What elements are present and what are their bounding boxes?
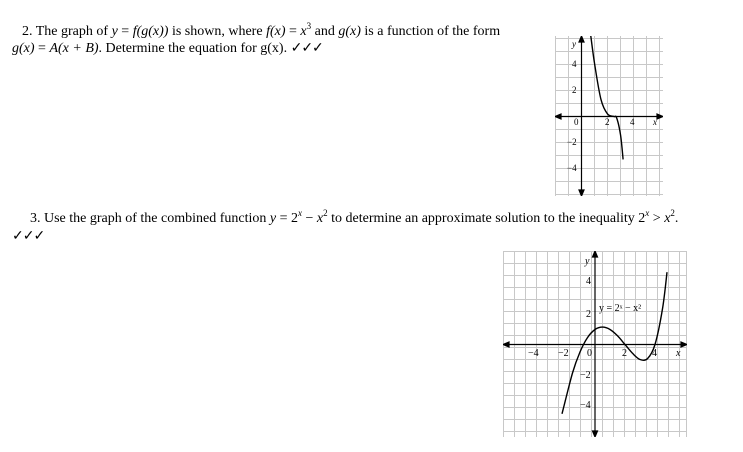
- q2-tick-label-0: 0: [574, 117, 579, 127]
- q3-number: 3.: [30, 211, 41, 226]
- q2-f-of-g: f(g(x)): [132, 24, 169, 39]
- q2-f-x: f(x): [266, 24, 286, 39]
- q3-exp-2: 2: [323, 208, 328, 218]
- q2-equals-3: =: [38, 41, 46, 56]
- q2-curve: [591, 36, 624, 159]
- q2-y-axis-label: y: [572, 39, 576, 49]
- q3-tick-label-ym2: −2: [580, 370, 591, 381]
- q2-tick-label-y2: 2: [572, 85, 577, 95]
- q3-period: .: [674, 211, 679, 226]
- q2-and: and: [314, 24, 335, 39]
- q3-tick-label-x2: 2: [622, 348, 627, 359]
- q3-text-a: Use the graph of the combined function: [44, 211, 267, 226]
- q3-equals: =: [279, 211, 288, 226]
- q2-text-a: The graph of: [35, 24, 109, 39]
- q3-ineq-exp-x: x: [645, 208, 650, 218]
- q3-y-axis-label: y: [585, 256, 590, 267]
- q2-g-x: g(x): [338, 24, 361, 39]
- q2-y-label: y: [111, 24, 118, 39]
- q2-equals: =: [121, 24, 130, 39]
- question2-line1: [22, 23, 500, 41]
- q2-x-cubed-exp: 3: [306, 21, 312, 31]
- q2-equals-2: =: [289, 24, 297, 39]
- q2-form-rhs: A(x + B): [49, 41, 99, 56]
- q2-number: 2.: [22, 24, 33, 39]
- q2-y-axis-arrow-down: [579, 190, 584, 196]
- q2-x-axis-label: x: [653, 117, 657, 127]
- q3-tick-label-x0: 0: [587, 348, 592, 359]
- q2-tick-label-ym4: −4: [567, 163, 577, 173]
- q3-tick-label-x4: 4: [652, 348, 657, 359]
- q3-y-axis-arrow-down: [593, 431, 598, 437]
- q2-checkmarks: ✓✓✓: [290, 41, 323, 56]
- q3-tick-label-xm2: −2: [558, 348, 569, 359]
- q3-text-b: to determine an approximate solution to the inequality: [331, 211, 635, 226]
- q3-tick-label-y4: 4: [586, 276, 591, 287]
- q2-tick-label-y4: 4: [572, 59, 577, 69]
- q3-graph: [503, 251, 687, 437]
- q3-base2: 2: [291, 211, 299, 226]
- q3-tick-label-y2: 2: [586, 309, 591, 320]
- q3-curve: [562, 272, 667, 414]
- q2-tick-label-2: 2: [605, 117, 610, 127]
- q3-x-axis-label: x: [676, 348, 681, 359]
- q2-form-lhs: g(x): [12, 41, 35, 56]
- q3-y-label: y: [269, 211, 277, 226]
- q3-x-base: x: [316, 211, 324, 226]
- q2-x-cubed-base: x: [300, 24, 307, 39]
- q2-tick-label-ym2: −2: [567, 137, 577, 147]
- q2-text-d: . Determine the equation for g(x).: [98, 41, 288, 56]
- q2-y-axis-arrow-up: [579, 36, 584, 42]
- q2-x-axis-arrow-right: [657, 114, 663, 119]
- q3-ineq-base2: 2: [638, 211, 646, 226]
- q3-axes: [503, 251, 687, 437]
- q3-ineq-x: x: [664, 211, 671, 226]
- q3-tick-label-xm4: −4: [528, 348, 539, 359]
- q3-curve-label: y = 2ˣ − x²: [599, 303, 642, 314]
- q3-ineq-exp-2: 2: [670, 208, 675, 218]
- q3-tick-label-ym4: −4: [580, 400, 591, 411]
- q2-graph: [555, 36, 663, 196]
- q2-tick-label-4: 4: [630, 117, 635, 127]
- q2-text-b: is shown, where: [171, 24, 263, 39]
- q3-exp-x: x: [298, 208, 303, 218]
- question2-line2: [12, 40, 323, 57]
- q3-minus: −: [305, 211, 314, 226]
- question3-line1: [30, 210, 678, 228]
- q3-gt: >: [652, 211, 661, 226]
- q3-checkmarks: ✓✓✓: [12, 229, 45, 244]
- q2-text-c: is a function of the form: [364, 24, 501, 39]
